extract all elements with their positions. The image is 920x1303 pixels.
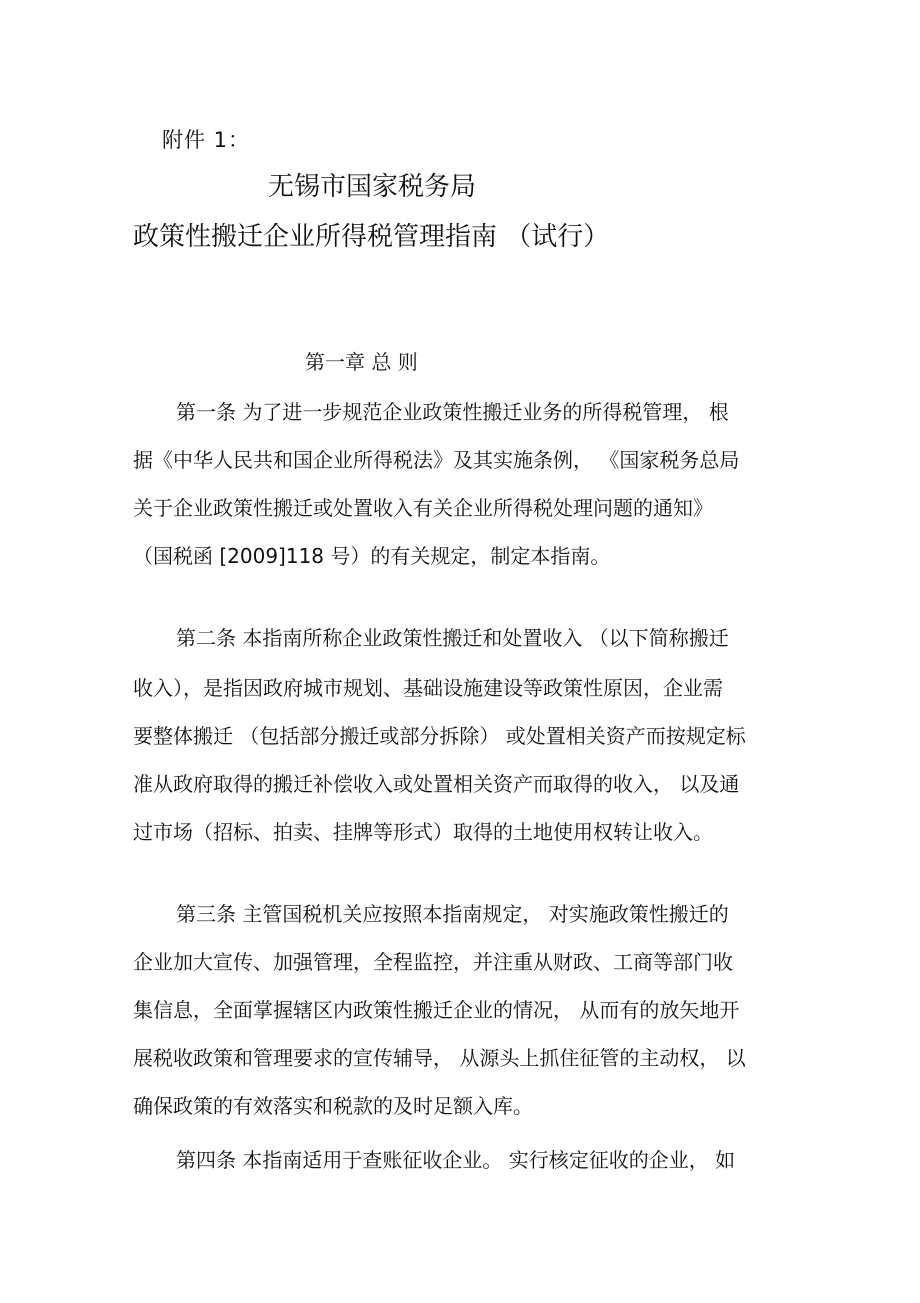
article-3-line-2: 企业加大宣传、加强管理，全程监控，并注重从财政、工商等部门收 [133, 950, 733, 974]
article-2-line-2: 收入），是指因政府城市规划、基础设施建设等政策性原因，企业需 [133, 676, 723, 700]
article-3-line-4: 展税收政策和管理要求的宣传辅导， 从源头上抓住征管的主动权， 以 [133, 1046, 746, 1070]
article-4-line-1: 第四条 本指南适用于查账征收企业。 实行核定征收的企业， 如 [176, 1148, 736, 1172]
chapter-heading: 第一章 总 则 [305, 350, 418, 374]
article-2-line-5: 过市场（招标、拍卖、挂牌等形式）取得的土地使用权转让收入。 [133, 820, 713, 844]
article-1-line-4: （国税函 [2009]118 号）的有关规定，制定本指南。 [133, 544, 611, 568]
article-1-line-3: 关于企业政策性搬迁或处置收入有关企业所得税处理问题的通知》 [133, 496, 713, 520]
article-2-line-3: 要整体搬迁 （包括部分搬迁或部分拆除） 或处置相关资产而按规定标 [133, 724, 746, 748]
article-3-line-5: 确保政策的有效落实和税款的及时足额入库。 [133, 1094, 533, 1118]
article-3-line-1: 第三条 主管国税机关应按照本指南规定， 对实施政策性搬迁的 [176, 902, 729, 926]
article-3-line-3: 集信息，全面掌握辖区内政策性搬迁企业的情况， 从而有的放矢地开 [133, 998, 740, 1022]
article-1-line-2: 据《中华人民共和国企业所得税法》及其实施条例， 《国家税务总局 [133, 448, 740, 472]
document-title-line-2: 政策性搬迁企业所得税管理指南 （试行） [133, 222, 610, 252]
document-title-line-1: 无锡市国家税务局 [268, 172, 477, 202]
article-2-line-1: 第二条 本指南所称企业政策性搬迁和处置收入 （以下简称搬迁 [176, 626, 729, 650]
attachment-label: 附件 1： [162, 128, 251, 152]
article-2-line-4: 准从政府取得的搬迁补偿收入或处置相关资产而取得的收入， 以及通 [133, 772, 740, 796]
article-1-line-1: 第一条 为了进一步规范企业政策性搬迁业务的所得税管理， 根 [176, 400, 729, 424]
